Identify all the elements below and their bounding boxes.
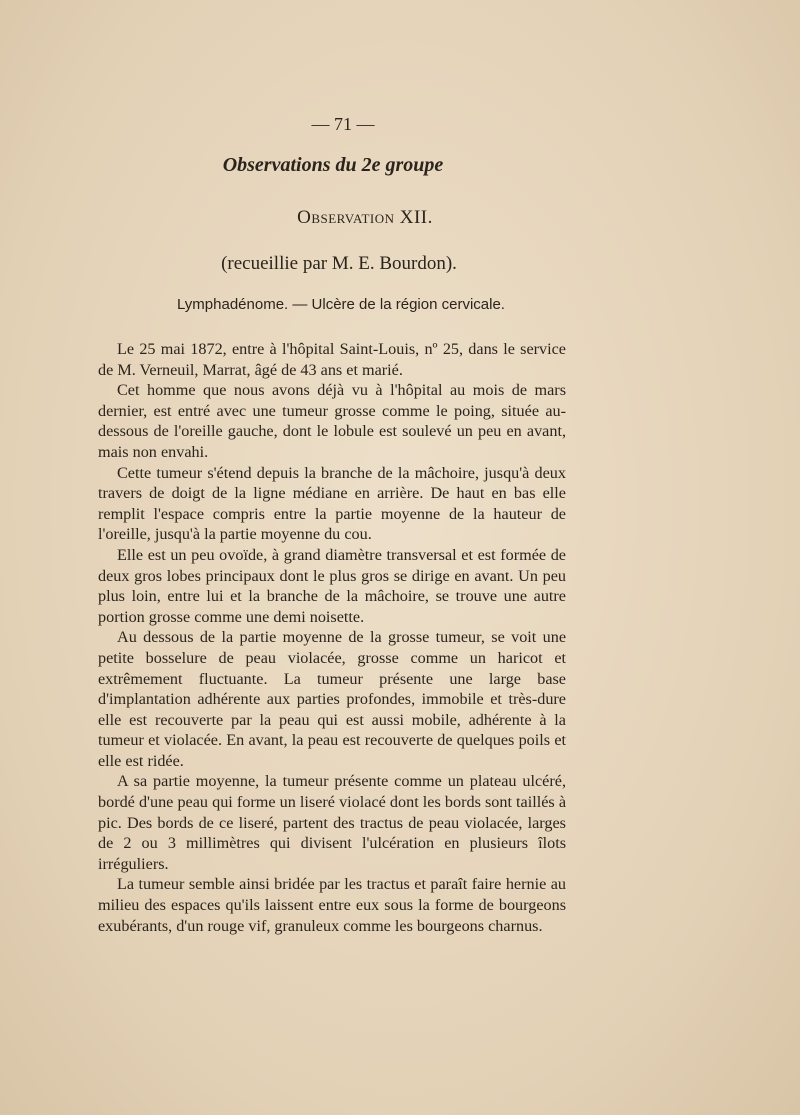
paragraph: Le 25 mai 1872, entre à l'hôpital Saint-Louis, nº 25, dans le service de M. Verneuil, Marrat, âgé de 43 ans et marié.: [98, 340, 566, 379]
paragraph: Au dessous de la partie moyenne de la grosse tumeur, se voit une petite bosselure de peau violacée, grosse comme un haricot et extrêmement fluctuante. La tumeur présente une large base d'implantation adhérente aux parties profondes, immobile et très-dure elle est recouverte par la peau qui est aussi mobile, adhérente à la tumeur et violacée. En avant, la peau est recouverte de quelques poils et elle est ridée.: [98, 628, 566, 770]
group-heading: Observations du 2e groupe: [222, 154, 444, 176]
observation-heading: Observation XII.: [297, 207, 433, 228]
page-number: — 71 —: [311, 114, 375, 134]
paragraph: Cet homme que nous avons déjà vu à l'hôpital au mois de mars dernier, est entré avec une tumeur grosse comme le poing, située au-dessous de l'oreille gauche, dont le lobule est soulevé un peu en avant, mais non envahi.: [98, 381, 566, 461]
collector-line: (recueillie par M. E. Bourdon).: [221, 253, 457, 274]
body-text: [98, 339, 566, 936]
case-subject: Lymphadénome. — Ulcère de la région cervicale.: [177, 296, 505, 313]
paragraph: Cette tumeur s'étend depuis la branche de la mâchoire, jusqu'à deux travers de doigt de la ligne médiane en arrière. De haut en bas elle remplit l'espace compris entre la partie moyenne de la hauteur de l'oreille, jusqu'à la partie moyenne du cou.: [98, 463, 566, 544]
paragraph: A sa partie moyenne, la tumeur présente comme un plateau ulcéré, bordé d'une peau qui forme un liseré violacé dont les bords sont taillés à pic. Des bords de ce liseré, partent des tractus de peau violacée, larges de 2 ou 3 millimètres qui divisent l'ulcération en plusieurs îlots irréguliers.: [98, 772, 566, 873]
paragraph: La tumeur semble ainsi bridée par les tractus et paraît faire hernie au milieu des espaces qu'ils laissent entre eux sous la forme de bourgeons exubérants, d'un rouge vif, granuleux comme les bourgeons charnus.: [98, 875, 566, 935]
paragraph: Elle est un peu ovoïde, à grand diamètre transversal et est formée de deux gros lobes principaux dont le plus gros se dirige en avant. Un peu plus loin, entre lui et la branche de la mâchoire, se trouve une autre portion grosse comme une demi noisette.: [98, 545, 566, 626]
